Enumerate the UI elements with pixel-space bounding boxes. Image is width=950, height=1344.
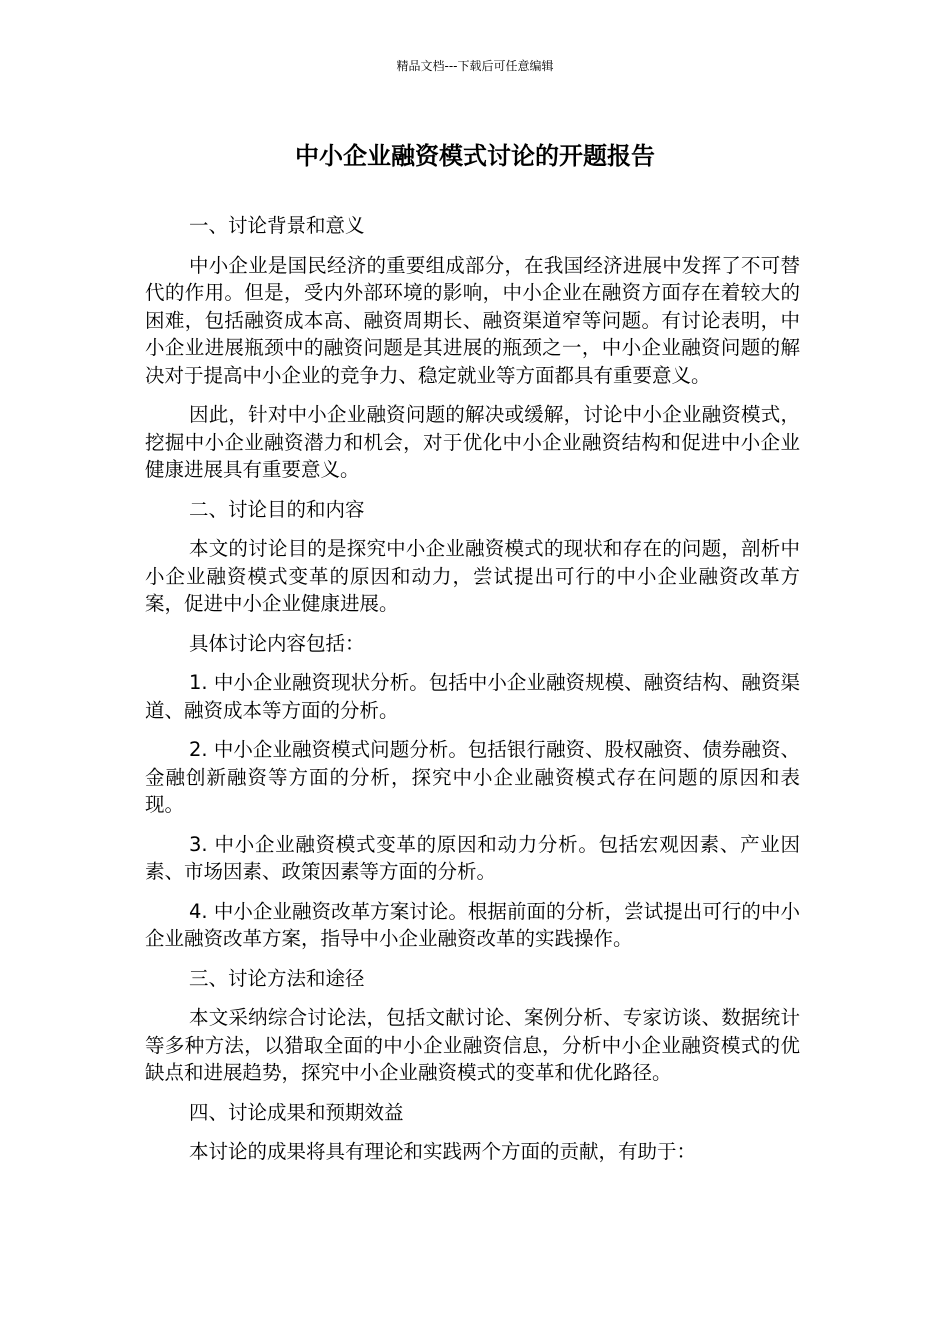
section-2-item-2: 2. 中小企业融资模式问题分析。包括银行融资、股权融资、债券融资、金融创新融资等方面的分析，探究中小企业融资模式存在问题的原因和表现。	[145, 738, 800, 816]
section-2-item-3: 3. 中小企业融资模式变革的原因和动力分析。包括宏观因素、产业因素、市场因素、政策因素等方面的分析。	[145, 832, 800, 883]
section-2-item-1: 1. 中小企业融资现状分析。包括中小企业融资规模、融资结构、融资渠道、融资成本等方面的分析。	[145, 671, 800, 722]
section-2-heading: 二、讨论目的和内容	[189, 497, 365, 521]
section-4-paragraph-1: 本讨论的成果将具有理论和实践两个方面的贡献，有助于：	[189, 1140, 697, 1163]
section-3-paragraph-1: 本文采纳综合讨论法，包括文献讨论、案例分析、专家访谈、数据统计等多种方法，以猎取全面的中小企业融资信息，分析中小企业融资模式的优缺点和进展趋势，探究中小企业融资模式的变革和优化路径。	[145, 1006, 800, 1084]
section-1-heading: 一、讨论背景和意义	[189, 214, 365, 237]
section-2-item-4: 4. 中小企业融资改革方案讨论。根据前面的分析，尝试提出可行的中小企业融资改革方案，指导中小企业融资改革的实践操作。	[145, 899, 800, 950]
document-body	[145, 212, 800, 1178]
section-1-paragraph-2: 因此，针对中小企业融资问题的解决或缓解，讨论中小企业融资模式，挖掘中小企业融资潜力和机会，对于优化中小企业融资结构和促进中小企业健康进展具有重要意义。	[145, 403, 800, 481]
section-2-paragraph-1: 本文的讨论目的是探究中小企业融资模式的现状和存在的问题，剖析中小企业融资模式变革的原因和动力，尝试提出可行的中小企业融资改革方案，促进中小企业健康进展。	[145, 537, 800, 615]
header-note: 精品文档---下载后可任意编辑	[396, 59, 554, 73]
section-4-heading: 四、讨论成果和预期效益	[189, 1100, 404, 1124]
document-title: 中小企业融资模式讨论的开题报告	[295, 142, 655, 170]
section-2-paragraph-2: 具体讨论内容包括：	[189, 631, 365, 655]
section-3-heading: 三、讨论方法和途径	[189, 966, 365, 990]
section-1-paragraph-1: 中小企业是国民经济的重要组成部分，在我国经济进展中发挥了不可替代的作用。但是，受内外部环境的影响，中小企业在融资方面存在着较大的困难，包括融资成本高、融资周期长、融资渠道窄等问题。有讨论表明，中小企业进展瓶颈中的融资问题是其进展的瓶颈之一，中小企业融资问题的解决对于提高中小企业的竞争力、稳定就业等方面都具有重要意义。	[145, 253, 800, 387]
